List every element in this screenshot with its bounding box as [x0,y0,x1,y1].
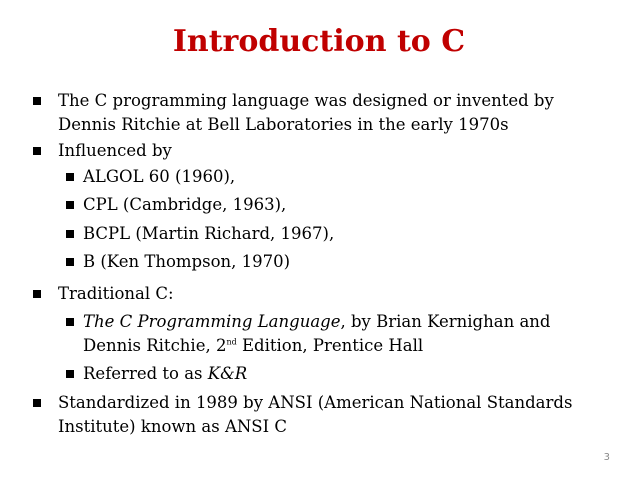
square-bullet-icon [66,370,74,378]
sub-bullet-text: BCPL (Martin Richard, 1967), [83,224,335,243]
bullet-text-line: Dennis Ritchie at Bell Laboratories in the early 1970s [58,115,509,134]
book-edition-pre: Dennis Ritchie, 2 [83,336,227,355]
square-bullet-icon [33,290,41,298]
slide-title: Introduction to C [172,24,466,59]
sub-bullet-text: B (Ken Thompson, 1970) [83,252,291,271]
bullet-text-line: Institute) known as ANSI C [58,417,288,436]
bullet-text-line: Standardized in 1989 by ANSI (American National Standards [58,393,573,412]
square-bullet-icon [66,173,74,181]
bullet-text-line: Influenced by [58,141,172,160]
kr-pre: Referred to as [83,364,208,383]
square-bullet-icon [33,399,41,407]
book-authors: , by Brian Kernighan and [340,312,551,331]
page-number: 3 [603,452,610,463]
bullet-text-line: The C programming language was designed or invented by [58,91,554,110]
sub-bullet-kr [83,362,247,386]
bullet-c-origin [58,89,554,137]
square-bullet-icon [66,258,74,266]
square-bullet-icon [66,318,74,326]
square-bullet-icon [33,147,41,155]
sub-bullet-text: ALGOL 60 (1960), [83,167,236,186]
sub-bullet-cpl [83,193,286,217]
sub-bullet-line [83,310,550,334]
sub-bullet-text: CPL (Cambridge, 1963), [83,195,287,214]
sub-bullet-bcpl [83,222,334,246]
sub-bullet-algol [83,165,235,189]
bullet-influenced-by [58,139,172,163]
book-edition-post: Edition, Prentice Hall [236,336,424,355]
square-bullet-icon [66,230,74,238]
bullet-ansi [58,391,572,439]
book-edition-sup: nd [226,337,237,347]
sub-bullet-b [83,250,290,274]
sub-bullet-line [83,334,550,358]
sub-bullet-book [83,310,550,358]
square-bullet-icon [66,201,74,209]
square-bullet-icon [33,97,41,105]
book-title: The C Programming Language [83,312,341,331]
bullet-text-line: Traditional C: [58,284,174,303]
bullet-traditional-c [58,282,174,306]
kr-italic: K&R [207,364,248,383]
